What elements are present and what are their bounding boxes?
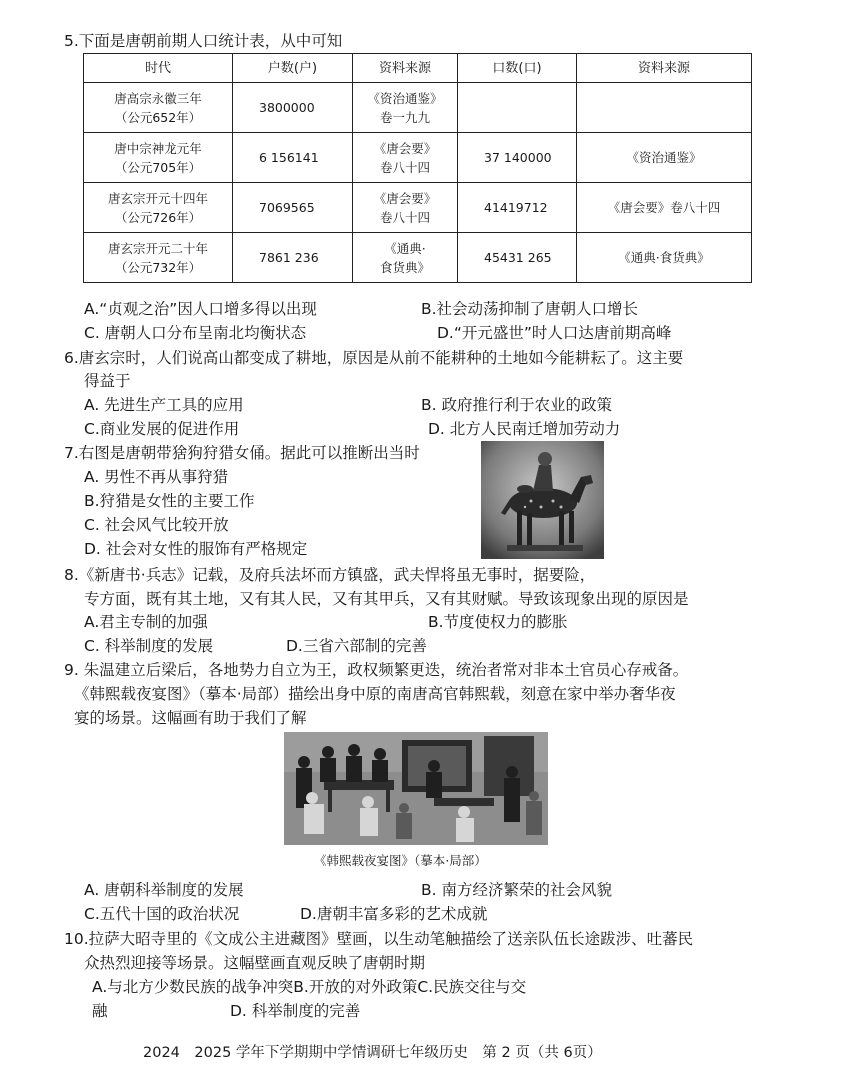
q6-option-a: A. 先进生产工具的应用 xyxy=(84,396,244,414)
figurine-illustration xyxy=(481,441,604,559)
q9-option-c: C.五代十国的政治状况 xyxy=(84,905,240,923)
cell-source-2: 《通典·食货典》 xyxy=(577,233,752,283)
cell-source-1: 《唐会要》 卷八十四 xyxy=(353,183,458,233)
cell-people: 37 140000 xyxy=(458,133,577,183)
header-era: 时代 xyxy=(84,54,233,83)
cell-source-1: 《唐会要》 卷八十四 xyxy=(353,133,458,183)
night-revels-painting xyxy=(284,732,548,845)
header-source-1: 资料来源 xyxy=(353,54,458,83)
hunting-figurine-photo xyxy=(481,441,604,559)
population-table xyxy=(83,53,752,283)
q7-stem: 7.右图是唐朝带猞狗狩猎女俑。据此可以推断出当时 xyxy=(64,444,420,462)
q7-option-a: A. 男性不再从事狩猎 xyxy=(84,468,229,486)
q10-option-c-continued: 融 xyxy=(92,1002,108,1020)
cell-households: 6 156141 xyxy=(233,133,353,183)
painting-caption: 《韩熙载夜宴图》（摹本·局部） xyxy=(314,853,487,868)
q8-option-b: B.节度使权力的膨胀 xyxy=(428,613,568,631)
header-source-2: 资料来源 xyxy=(577,54,752,83)
q8-option-c: C. 科举制度的发展 xyxy=(84,637,214,655)
q10-option-d: D. 科举制度的完善 xyxy=(230,1002,361,1020)
cell-households: 3800000 xyxy=(233,83,353,133)
q9-stem-line-2: 《韩熙载夜宴图》（摹本·局部）描绘出身中原的南唐高官韩熙载，刻意在家中举办奢华夜 xyxy=(74,685,676,703)
q5-option-d: D.“开元盛世”时人口达唐前期高峰 xyxy=(437,324,672,342)
cell-source-2 xyxy=(577,83,752,133)
cell-era: 唐玄宗开元十四年 （公元726年） xyxy=(84,183,233,233)
cell-era: 唐玄宗开元二十年 （公元732年） xyxy=(84,233,233,283)
table-row xyxy=(84,83,752,133)
cell-people: 45431 265 xyxy=(458,233,577,283)
cell-era: 唐高宗永徽三年 （公元652年） xyxy=(84,83,233,133)
q8-option-a: A.君主专制的加强 xyxy=(84,613,208,631)
q8-stem-line-2: 专方面，既有其土地，又有其人民，又有其甲兵，又有其财赋。导致该现象出现的原因是 xyxy=(84,590,689,608)
cell-households: 7069565 xyxy=(233,183,353,233)
q10-stem-line-2: 众热烈迎接等场景。这幅壁画直观反映了唐朝时期 xyxy=(84,954,426,972)
cell-source-2: 《唐会要》卷八十四 xyxy=(577,183,752,233)
header-people: 口数(口) xyxy=(458,54,577,83)
cell-source-1: 《资治通鉴》 卷一九九 xyxy=(353,83,458,133)
q5-option-c: C. 唐朝人口分布呈南北均衡状态 xyxy=(84,324,307,342)
q10-options-abc: A.与北方少数民族的战争冲突B.开放的对外政策C.民族交往与交 xyxy=(92,978,527,996)
q7-option-c: C. 社会风气比较开放 xyxy=(84,516,229,534)
q5-option-b: B.社会动荡抑制了唐朝人口增长 xyxy=(421,300,639,318)
q9-option-a: A. 唐朝科举制度的发展 xyxy=(84,881,244,899)
q9-stem-line-1: 9. 朱温建立后梁后，各地势力自立为王，政权频繁更迭，统治者常对非本土官员心存戒备。 xyxy=(64,661,689,679)
q9-stem-line-3: 宴的场景。这幅画有助于我们了解 xyxy=(74,709,307,727)
q6-option-b: B. 政府推行利于农业的政策 xyxy=(421,396,612,414)
cell-people: 41419712 xyxy=(458,183,577,233)
cell-era: 唐中宗神龙元年 （公元705年） xyxy=(84,133,233,183)
header-households: 户数(户) xyxy=(233,54,353,83)
page-footer: 2024 2025 学年下学期期中学情调研七年级历史 第 2 页（共 6页） xyxy=(143,1045,602,1061)
cell-households: 7861 236 xyxy=(233,233,353,283)
q9-option-b: B. 南方经济繁荣的社会风貌 xyxy=(421,881,612,899)
q8-option-d: D.三省六部制的完善 xyxy=(286,637,427,655)
q7-option-d: D. 社会对女性的服饰有严格规定 xyxy=(84,540,308,558)
q8-stem-line-1: 8.《新唐书·兵志》记载，及府兵法坏而方镇盛，武夫悍将虽无事时，据要险， xyxy=(64,566,596,584)
q6-option-d: D. 北方人民南迁增加劳动力 xyxy=(428,420,621,438)
q5-stem: 5.下面是唐朝前期人口统计表，从中可知 xyxy=(64,32,343,50)
table-row xyxy=(84,233,752,283)
painting-illustration xyxy=(284,732,548,845)
cell-people xyxy=(458,83,577,133)
q6-stem-line-2: 得益于 xyxy=(84,372,131,390)
cell-source-2: 《资治通鉴》 xyxy=(577,133,752,183)
table-row xyxy=(84,183,752,233)
q10-stem-line-1: 10.拉萨大昭寺里的《文成公主进藏图》壁画，以生动笔触描绘了送亲队伍长途跋涉、吐蕃民 xyxy=(64,930,694,948)
q7-option-b: B.狩猎是女性的主要工作 xyxy=(84,492,255,510)
cell-source-1: 《通典· 食货典》 xyxy=(353,233,458,283)
q9-option-d: D.唐朝丰富多彩的艺术成就 xyxy=(300,905,488,923)
q6-option-c: C.商业发展的促进作用 xyxy=(84,420,240,438)
q5-option-a: A.“贞观之治”因人口增多得以出现 xyxy=(84,300,317,318)
table-row xyxy=(84,133,752,183)
q6-stem-line-1: 6.唐玄宗时，人们说高山都变成了耕地，原因是从前不能耕种的土地如今能耕耘了。这主要 xyxy=(64,349,684,367)
table-header-row xyxy=(84,54,752,83)
